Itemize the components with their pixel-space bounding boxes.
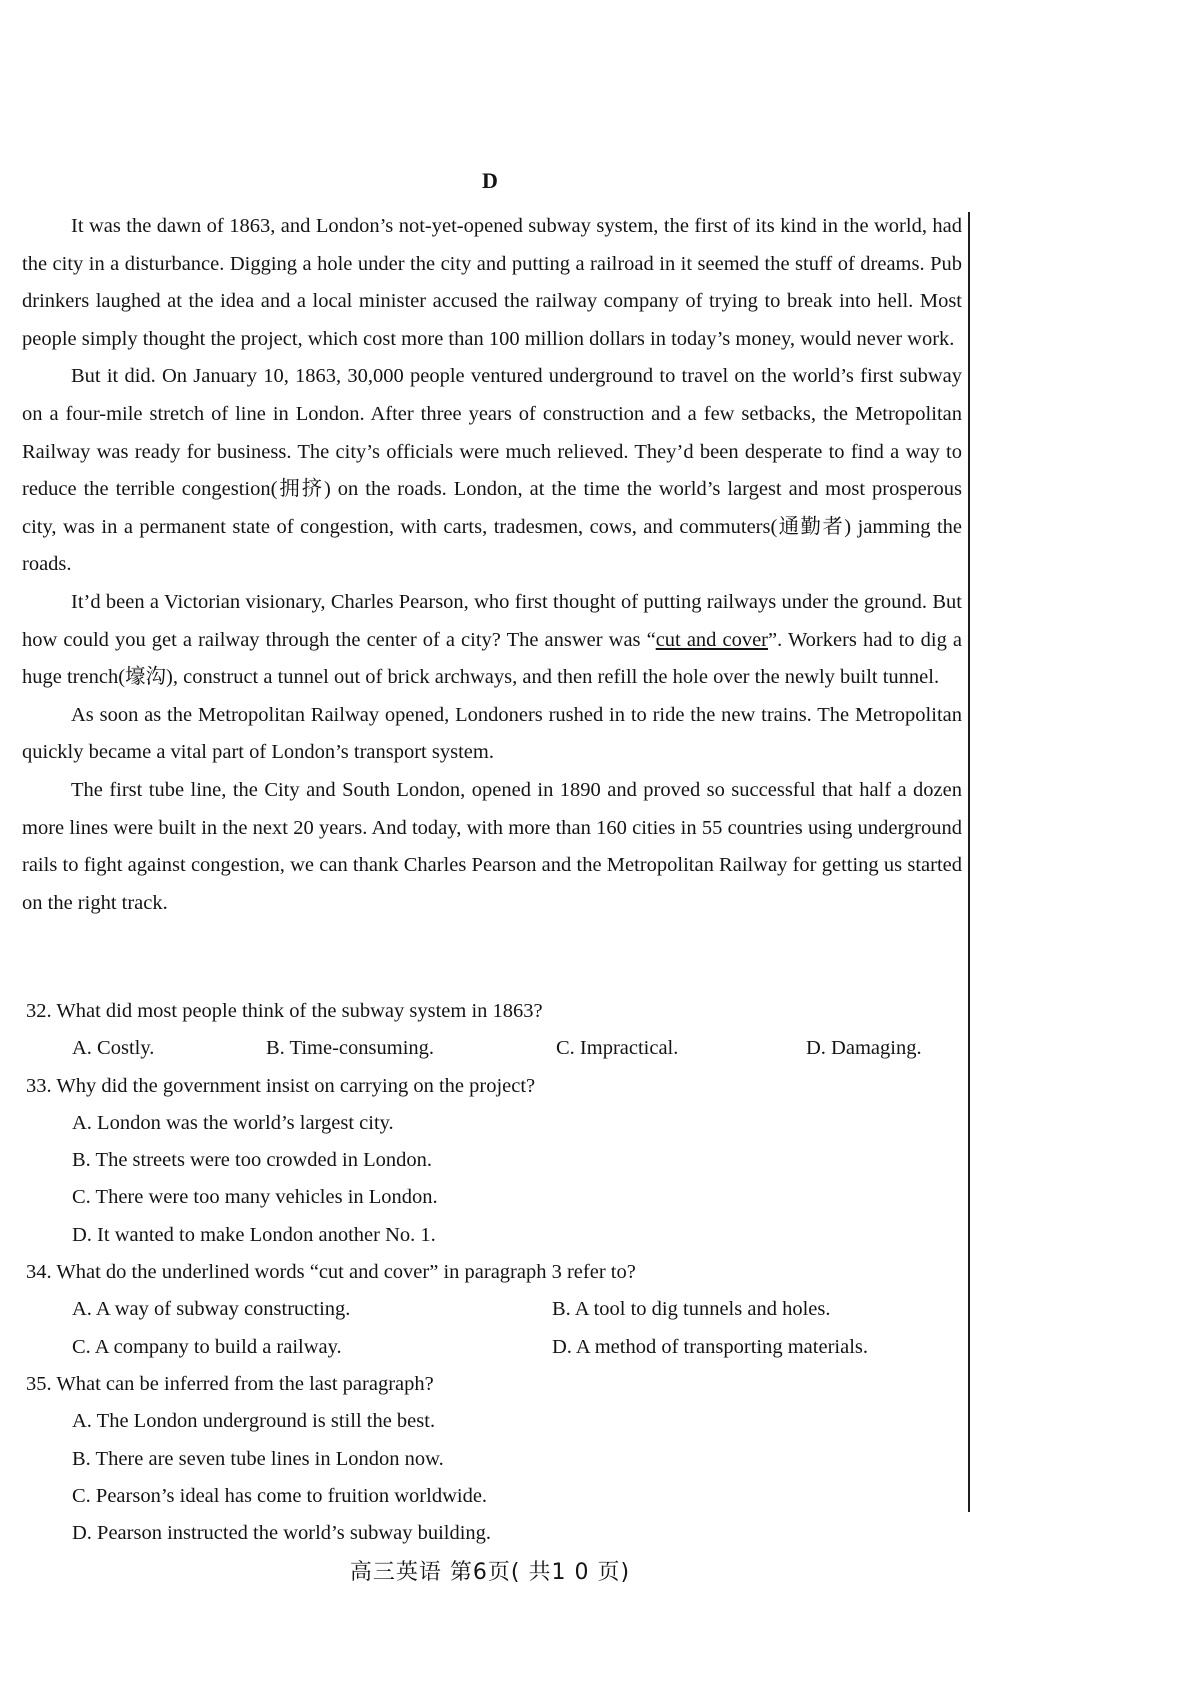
question-33-stem: 33. Why did the government insist on carrying on the project? [26, 1074, 536, 1097]
option-a: A. The London underground is still the best. [72, 1410, 436, 1433]
question-34-stem: 34. What do the underlined words “cut and cover” in paragraph 3 refer to? [26, 1261, 636, 1284]
paragraph-5: The first tube line, the City and South London, opened in 1890 and proved so successful that half a dozen more lines were built in the next 20 years. And today, with more than 160 cities in 55 countries using underground rails to fight against congestion, we can thank Charles Pearson and the Metropolitan Railway for getting us started on the right track. [22, 778, 962, 914]
section-heading: D [482, 168, 498, 193]
question-32-stem: 32. What did most people think of the subway system in 1863? [26, 1000, 543, 1022]
question-34-options-row-2 [26, 1329, 966, 1366]
option-a: A. Costly. [72, 1037, 155, 1060]
option-c: C. A company to build a railway. [72, 1335, 342, 1358]
paragraph-1: It was the dawn of 1863, and London’s not-yet-opened subway system, the first of its kind in the world, had the city in a disturbance. Digging a hole under the city and putting a railroad in it seemed the stuff of dreams. Pub drinkers laughed at the idea and a local minister accused the railway company of trying to break into hell. Most people simply thought the project, which cost more than 100 million dollars in today’s money, would never work. [22, 215, 962, 350]
option-d: D. Pearson instructed the world’s subway building. [72, 1522, 492, 1545]
paragraph-3-text-before: It’d been a Victorian visionary, Charles Pearson, who first thought of putting railways under the ground. But how could you get a railway through the center of a city? The answer was “ [22, 590, 962, 651]
page-footer: 高三英语 第6页( 共1 0 页) [349, 1560, 631, 1585]
option-a: A. London was the world’s largest city. [72, 1111, 394, 1134]
paragraph-3-text-after: ”. Workers had to dig a huge trench(壕沟), construct a tunnel out of brick archways, and then refill the hole over the newly built tunnel. [22, 628, 962, 689]
paragraph-4: As soon as the Metropolitan Railway opened, Londoners rushed in to ride the new trains. The Metropolitan quickly became a vital part of London’s transport system. [22, 703, 962, 764]
margin-rule [968, 212, 970, 1512]
reading-passage [22, 208, 962, 922]
option-b: B. Time-consuming. [266, 1037, 435, 1060]
paragraph-2: But it did. On January 10, 1863, 30,000 people ventured underground to travel on the world’s first subway on a four-mile stretch of line in London. After three years of construction and a few setbacks, the Metropolitan Railway was ready for business. The city’s officials were much relieved. They’d been desperate to find a way to reduce the terrible congestion(拥挤) on the roads. London, at the time the world’s largest and most prosperous city, was in a permanent state of congestion, with carts, tradesmen, cows, and commuters(通勤者) jamming the roads. [22, 365, 962, 576]
option-c: C. Pearson’s ideal has come to fruition worldwide. [72, 1484, 488, 1507]
option-d: D. It wanted to make London another No. 1. [72, 1223, 436, 1246]
option-c: C. Impractical. [556, 1037, 679, 1060]
option-c: C. There were too many vehicles in London. [72, 1186, 438, 1209]
option-d: D. A method of transporting materials. [552, 1335, 868, 1358]
questions-block [26, 993, 966, 1552]
underlined-phrase: cut and cover [655, 628, 769, 651]
question-32-options [26, 1030, 966, 1067]
option-a: A. A way of subway constructing. [72, 1298, 351, 1321]
question-35-stem: 35. What can be inferred from the last paragraph? [26, 1372, 434, 1395]
option-b: B. There are seven tube lines in London now. [72, 1447, 444, 1470]
question-34-options-row-1 [26, 1291, 966, 1328]
option-b: B. The streets were too crowded in London. [72, 1149, 432, 1172]
paragraph-3 [22, 584, 962, 697]
option-b: B. A tool to dig tunnels and holes. [552, 1298, 831, 1321]
option-d: D. Damaging. [806, 1037, 922, 1060]
